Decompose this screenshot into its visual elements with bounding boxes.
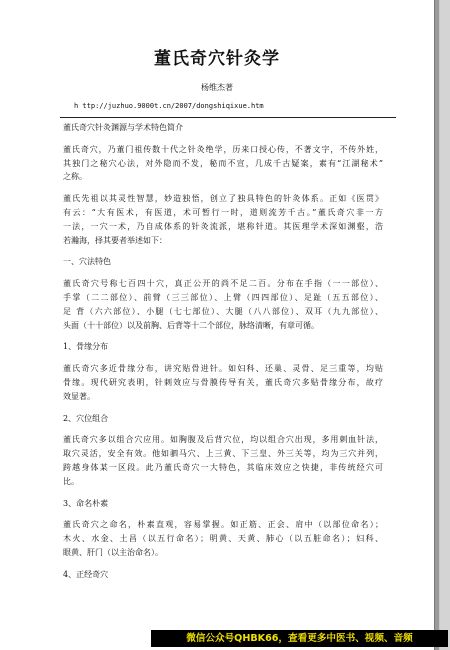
document-title: 董氏奇穴针灸学	[154, 49, 280, 69]
paragraph-gap	[63, 135, 383, 143]
text-line: 其独门之秘穴心法，对外隐而不发，秘而不宣，几成千古疑案，素有“江湖秘术”	[63, 158, 383, 168]
text-line: 眼黄、肝门（以主治命名）。	[63, 547, 163, 557]
paragraph-s9	[63, 433, 383, 488]
paragraph-gap	[63, 404, 383, 412]
paragraph-gap	[63, 354, 383, 362]
text-line: 手掌（二二部位）、前臂（三三部位）、上臂（四四部位）、足趾（五五部位）、	[63, 292, 383, 302]
text-line: 董氏先祖以其灵性智慧，妙造独悟，创立了独具特色的针灸体系。正如《医贯》	[63, 194, 383, 204]
paragraph-s2	[63, 143, 383, 184]
text-line: 1、骨缘分布	[63, 342, 109, 352]
text-line: 董氏奇穴针灸渊源与学术特色简介	[63, 123, 183, 132]
paragraph-gap	[63, 332, 383, 340]
paragraph-s7	[63, 362, 383, 403]
paragraph-s1	[63, 121, 383, 135]
text-line: 董氏奇穴号称七百四十穴，真正公开的尚不足二百。分布在手指（一一部位）、	[63, 279, 383, 289]
text-line: 木火、水金、土昌（以五行命名）；明黄、天黄、肺心（以五脏命名）；妇科、	[63, 534, 383, 544]
text-line: 董氏奇穴，乃董门祖传数十代之针灸绝学，历来口授心传，不著文字，不传外姓，	[63, 144, 383, 154]
paragraph-s10	[63, 497, 383, 511]
text-line: 取穴灵活，安全有效。他如驷马穴、上三黄、下三皇、外三关等，均为三穴并列，	[63, 449, 383, 459]
text-line: 足 背（六六部位）、小腿（七七部位）、大腿（八八部位）、双耳（九九部位）、	[63, 306, 383, 316]
text-line: 2、穴位组合	[63, 413, 109, 423]
viewer-background	[438, 0, 450, 650]
paragraph-gap	[63, 425, 383, 433]
paragraph-s12	[63, 568, 383, 582]
text-line: 若瀚海，择其要者举述如下：	[63, 235, 167, 245]
paragraph-gap	[63, 184, 383, 192]
document-author: 杨维杰著	[201, 83, 233, 92]
text-line: 之称。	[63, 172, 87, 182]
source-url[interactable]: h ttp://juzhuo.9000t.cn/2007/dongshiqixue.htm	[74, 102, 264, 110]
paragraph-s11	[63, 518, 383, 559]
text-line: 董氏奇穴多近骨缘分布，讲究贴骨进针。如妇科、还巢、灵骨、足三重等，均贴	[63, 364, 383, 374]
paragraph-gap	[63, 247, 383, 255]
text-line: 一、穴法特色	[63, 257, 111, 267]
text-line: 一法，一穴一术，乃自成体系的针灸流派，堪称针道。其医理学术深如渊壑，浩	[63, 221, 383, 231]
paragraph-s4	[63, 255, 383, 269]
text-line: 跨越身体某一区段。此乃董氏奇穴一大特色，其临床效应之快捷，非传统经穴可	[63, 462, 383, 472]
text-line: 效显著。	[63, 391, 95, 401]
paragraph-s8	[63, 412, 383, 426]
text-line: 比。	[63, 476, 79, 486]
text-line: 董氏奇穴之命名，朴素直观，容易掌握。如正筋、正会、肩中（以部位命名）；	[63, 520, 383, 530]
text-line: 有云：“大有医术，有医道，术可暂行一时，道则流芳千古。”董氏奇穴非一方	[63, 207, 383, 217]
text-line: 3、命名朴素	[63, 498, 109, 508]
wechat-banner[interactable]: 微信公众号QHBK66，查看更多中医书、视频、音频	[151, 630, 448, 647]
paragraph-s6	[63, 340, 383, 354]
text-line: 董氏奇穴多以组合穴应用。如胸腹及后背穴位，均以组合穴出现，多用刺血针法，	[63, 435, 383, 445]
paragraph-gap	[63, 510, 383, 518]
text-line: 骨缘。现代研究表明，针刺效应与骨膜传导有关，董氏奇穴多贴骨缘分布，故疗	[63, 377, 383, 387]
paragraph-gap	[63, 560, 383, 568]
text-line: 头面（十十部位）以及前胸、后背等十二个部位，脉络清晰，有章可循。	[63, 320, 319, 330]
header-divider	[60, 117, 396, 118]
document-body	[63, 121, 383, 582]
paragraph-s3	[63, 192, 383, 247]
paragraph-s5	[63, 277, 383, 332]
paragraph-gap	[63, 269, 383, 277]
paragraph-gap	[63, 489, 383, 497]
text-line: 4、正经奇穴	[63, 569, 109, 579]
